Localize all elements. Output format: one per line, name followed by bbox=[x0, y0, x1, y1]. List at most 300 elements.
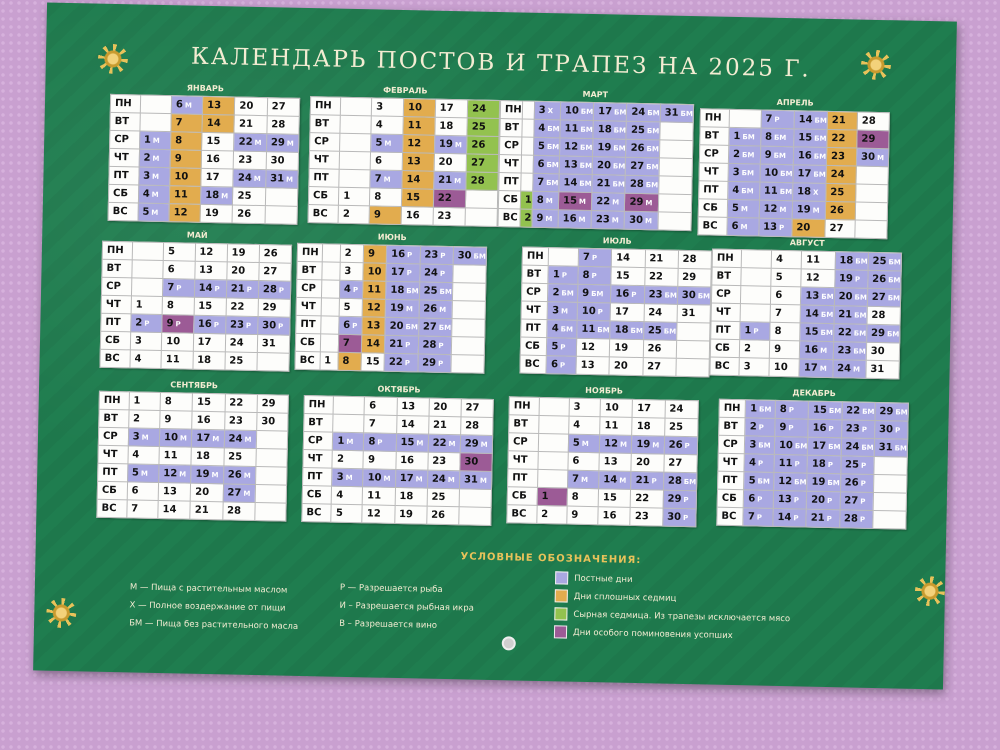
day-cell bbox=[739, 340, 769, 359]
food-rule-tag: БМ bbox=[828, 443, 841, 452]
day-number: 3 bbox=[732, 166, 740, 179]
day-number: 29 bbox=[870, 327, 886, 340]
day-cell bbox=[163, 279, 195, 298]
weekday-label: СР bbox=[98, 427, 128, 446]
food-rule-tag: М bbox=[652, 441, 660, 450]
day-cell bbox=[138, 167, 170, 186]
weekday-label: ВТ bbox=[509, 415, 539, 434]
day-cell bbox=[265, 170, 298, 189]
day-number: 18 bbox=[636, 420, 651, 433]
day-cell bbox=[520, 209, 532, 227]
food-rule-tag: БМ bbox=[546, 179, 559, 188]
day-cell bbox=[435, 99, 468, 118]
day-cell bbox=[232, 205, 265, 224]
day-number: 11 bbox=[407, 120, 422, 132]
day-number: 2 bbox=[336, 453, 345, 465]
food-rule-tag: БМ bbox=[820, 328, 833, 338]
month-12 bbox=[716, 387, 909, 530]
day-number: 20 bbox=[613, 360, 628, 372]
day-number: 19 bbox=[614, 342, 629, 354]
day-number: 22 bbox=[837, 327, 852, 339]
day-number: 19 bbox=[204, 207, 219, 220]
day-number: 27 bbox=[630, 160, 645, 173]
day-number: 10 bbox=[367, 266, 382, 278]
weekday-label: СР bbox=[110, 130, 140, 149]
day-cell bbox=[841, 438, 875, 457]
food-rule-tag: Р bbox=[144, 319, 150, 328]
day-cell bbox=[800, 305, 834, 324]
day-number: 11 bbox=[604, 420, 619, 432]
day-number: 25 bbox=[229, 355, 244, 367]
day-cell bbox=[194, 279, 227, 298]
day-cell bbox=[419, 282, 453, 301]
day-number: 29 bbox=[261, 398, 276, 410]
day-number: 19 bbox=[636, 438, 651, 451]
food-rule-tag: БМ bbox=[895, 408, 908, 417]
day-cell bbox=[226, 298, 259, 317]
food-rule-tag: Р bbox=[758, 423, 764, 432]
food-rule-tag: Р bbox=[826, 496, 833, 506]
day-number: 8 bbox=[342, 355, 350, 367]
day-cell bbox=[834, 288, 868, 307]
day-cell bbox=[591, 210, 625, 229]
food-rule-tag: М bbox=[812, 206, 820, 215]
day-number: 23 bbox=[228, 415, 244, 427]
day-number: 5 bbox=[572, 437, 580, 449]
day-cell bbox=[665, 400, 699, 419]
day-number: 9 bbox=[779, 421, 787, 434]
day-number: 31 bbox=[664, 107, 679, 119]
day-number: 7 bbox=[571, 473, 580, 485]
food-rule-tag: Р bbox=[352, 286, 359, 295]
day-number: 1 bbox=[337, 435, 345, 447]
food-rule-tag: М bbox=[179, 434, 188, 443]
day-number: 28 bbox=[422, 339, 437, 351]
day-number: 17 bbox=[197, 336, 212, 349]
weekday-label: СР bbox=[521, 283, 548, 302]
weekday-label: СР bbox=[508, 433, 538, 452]
day-cell bbox=[255, 503, 286, 522]
day-cell bbox=[664, 436, 698, 455]
food-rule-tag: БМ bbox=[757, 477, 770, 486]
day-number: 19 bbox=[438, 138, 453, 151]
food-rule-tag: БМ bbox=[814, 116, 827, 125]
food-rule-tag: М bbox=[580, 475, 589, 484]
day-cell bbox=[128, 410, 160, 429]
food-rule-tag: М bbox=[578, 215, 586, 224]
day-number: 16 bbox=[205, 153, 221, 166]
food-rule-tag: М bbox=[184, 101, 192, 110]
day-number: 18 bbox=[205, 189, 220, 202]
day-cell bbox=[466, 154, 498, 173]
day-cell bbox=[396, 415, 429, 434]
day-number: 21 bbox=[230, 283, 245, 295]
food-rule-tag: Р bbox=[859, 515, 866, 524]
day-cell bbox=[364, 415, 397, 434]
day-cell bbox=[128, 428, 160, 447]
day-number: 27 bbox=[829, 222, 844, 235]
day-cell bbox=[130, 350, 162, 369]
week-row bbox=[717, 507, 906, 529]
day-cell bbox=[333, 396, 364, 415]
day-number: 15 bbox=[206, 135, 221, 148]
food-rule-tag: М bbox=[416, 439, 424, 448]
legend-color-item bbox=[555, 589, 677, 605]
day-number: 16 bbox=[804, 344, 819, 356]
legend-color-item bbox=[555, 571, 633, 586]
day-number: 21 bbox=[810, 512, 825, 524]
day-number: 18 bbox=[390, 284, 405, 297]
food-rule-tag: М bbox=[286, 139, 294, 148]
day-number: 9 bbox=[367, 454, 376, 466]
day-cell bbox=[371, 98, 403, 117]
weekday-label: ПН bbox=[297, 243, 322, 262]
day-cell bbox=[466, 172, 498, 191]
food-rule-tag: М bbox=[740, 223, 748, 232]
day-cell bbox=[664, 454, 698, 473]
day-cell bbox=[202, 114, 235, 133]
day-cell bbox=[386, 245, 420, 264]
food-rule-tag: Р bbox=[860, 461, 867, 470]
day-number: 25 bbox=[471, 121, 486, 133]
day-cell bbox=[771, 286, 801, 305]
month-name: НОЯБРЬ bbox=[585, 385, 624, 396]
food-rule-tag: БМ bbox=[759, 405, 772, 414]
day-number: 17 bbox=[797, 168, 812, 180]
day-number: 23 bbox=[648, 289, 663, 301]
food-rule-tag: БМ bbox=[887, 294, 901, 303]
day-number: 28 bbox=[271, 119, 286, 131]
day-cell bbox=[792, 201, 826, 220]
day-number: 16 bbox=[391, 248, 406, 261]
day-number: 18 bbox=[195, 450, 210, 463]
day-cell bbox=[453, 247, 487, 266]
day-number: 22 bbox=[437, 192, 452, 205]
food-rule-tag: М bbox=[151, 208, 159, 217]
day-cell bbox=[866, 324, 900, 343]
day-cell bbox=[193, 333, 226, 352]
day-cell bbox=[745, 436, 775, 455]
day-cell bbox=[370, 188, 402, 207]
day-number: 27 bbox=[227, 487, 242, 499]
day-cell bbox=[631, 471, 664, 490]
day-cell bbox=[385, 317, 419, 336]
food-rule-tag: БМ bbox=[646, 163, 659, 172]
day-number: 11 bbox=[763, 185, 778, 197]
day-number: 11 bbox=[564, 123, 579, 135]
weekday-label: СР bbox=[296, 279, 321, 298]
day-number: 6 bbox=[343, 319, 351, 331]
day-cell bbox=[233, 187, 266, 206]
day-number: 28 bbox=[682, 253, 697, 266]
day-number: 7 bbox=[374, 173, 382, 185]
day-number: 24 bbox=[837, 363, 852, 375]
day-cell bbox=[522, 101, 534, 119]
day-cell bbox=[567, 488, 599, 507]
food-rule-tag: М bbox=[819, 364, 827, 373]
day-cell bbox=[610, 339, 644, 358]
month-name: ИЮНЬ bbox=[377, 232, 407, 243]
day-cell bbox=[745, 418, 775, 437]
day-number: 5 bbox=[731, 202, 740, 215]
day-number: 21 bbox=[635, 474, 650, 487]
day-cell bbox=[191, 465, 224, 484]
day-cell bbox=[266, 134, 299, 153]
day-cell bbox=[801, 269, 835, 288]
week-row bbox=[100, 349, 289, 371]
day-number: 21 bbox=[438, 174, 453, 187]
day-cell bbox=[339, 169, 370, 188]
day-number: 23 bbox=[830, 150, 846, 163]
day-cell bbox=[775, 418, 809, 437]
day-cell bbox=[559, 156, 593, 175]
food-rule-tag: М bbox=[405, 305, 413, 314]
weekday-label: ВТ bbox=[99, 409, 129, 428]
day-cell bbox=[728, 145, 760, 164]
day-number: 14 bbox=[400, 419, 415, 431]
food-rule-tag: БМ bbox=[794, 478, 807, 487]
day-number: 1 bbox=[750, 403, 758, 415]
day-cell bbox=[760, 128, 794, 147]
day-number: 8 bbox=[774, 325, 782, 337]
day-number: 2 bbox=[732, 148, 741, 161]
day-cell bbox=[599, 453, 632, 472]
food-rule-tag: М bbox=[151, 190, 159, 199]
day-number: 8 bbox=[536, 194, 544, 206]
day-cell bbox=[598, 489, 631, 508]
day-number: 25 bbox=[423, 285, 438, 297]
day-cell bbox=[874, 438, 908, 457]
day-cell bbox=[599, 435, 632, 454]
day-cell bbox=[363, 245, 387, 263]
day-number: 12 bbox=[763, 203, 778, 215]
food-rule-tag: Р bbox=[756, 513, 763, 522]
food-rule-tag: БМ bbox=[853, 347, 866, 356]
day-number: 20 bbox=[438, 156, 453, 169]
day-number: 29 bbox=[422, 357, 437, 369]
weekday-label: ВТ bbox=[110, 112, 140, 131]
day-number: 4 bbox=[336, 489, 344, 501]
day-cell bbox=[453, 265, 487, 284]
weekday-label: СБ bbox=[520, 337, 547, 356]
week-row bbox=[710, 357, 899, 379]
food-rule-tag: М bbox=[383, 474, 391, 483]
food-rule-tag: БМ bbox=[894, 444, 908, 453]
day-cell bbox=[159, 446, 192, 465]
day-number: 12 bbox=[173, 207, 188, 219]
day-number: 16 bbox=[602, 510, 617, 522]
day-cell bbox=[624, 211, 658, 230]
day-number: 22 bbox=[846, 405, 861, 417]
day-cell bbox=[201, 150, 234, 169]
month-table bbox=[697, 108, 890, 239]
day-cell bbox=[839, 510, 873, 529]
day-number: 30 bbox=[457, 250, 472, 262]
day-cell bbox=[331, 504, 362, 523]
day-cell bbox=[320, 316, 339, 334]
day-cell bbox=[257, 413, 288, 432]
food-rule-tag: Р bbox=[377, 438, 383, 447]
day-cell bbox=[658, 212, 692, 231]
day-number: 22 bbox=[648, 271, 664, 283]
day-cell bbox=[868, 252, 902, 271]
day-number: 29 bbox=[262, 302, 277, 314]
day-cell bbox=[744, 490, 774, 509]
day-number: 28 bbox=[871, 309, 886, 322]
day-number: 27 bbox=[470, 157, 486, 169]
food-rule-tag: БМ bbox=[853, 329, 867, 338]
day-number: 22 bbox=[432, 437, 447, 450]
day-cell bbox=[339, 316, 363, 334]
legend-item: БМ — Пища без растительного масла bbox=[129, 618, 299, 632]
weekday-label: СБ bbox=[710, 339, 739, 358]
day-cell bbox=[807, 455, 841, 474]
day-cell bbox=[835, 252, 869, 271]
day-cell bbox=[775, 400, 809, 419]
food-rule-tag: Р bbox=[861, 425, 867, 434]
day-cell bbox=[403, 117, 435, 136]
food-rule-tag: БМ bbox=[663, 327, 677, 336]
day-cell bbox=[644, 286, 678, 305]
weekday-label: ПН bbox=[500, 101, 522, 119]
day-cell bbox=[658, 176, 692, 195]
food-rule-tag: Р bbox=[894, 426, 901, 435]
day-cell bbox=[225, 394, 258, 413]
day-number: 24 bbox=[431, 473, 446, 485]
weekday-label: ВТ bbox=[500, 119, 522, 137]
day-number: 1 bbox=[324, 355, 332, 367]
week-row bbox=[498, 209, 691, 231]
day-cell bbox=[632, 435, 665, 454]
day-cell bbox=[460, 453, 493, 472]
day-number: 14 bbox=[206, 117, 221, 130]
day-cell bbox=[332, 468, 363, 487]
food-rule-tag: БМ bbox=[741, 151, 755, 160]
food-rule-tag: БМ bbox=[854, 311, 867, 320]
day-number: 19 bbox=[796, 204, 811, 216]
month-name: СЕНТЯБРЬ bbox=[170, 380, 219, 391]
food-rule-tag: БМ bbox=[814, 134, 827, 143]
day-number: 30 bbox=[667, 511, 682, 523]
day-number: 14 bbox=[563, 177, 578, 189]
day-number: 17 bbox=[803, 362, 818, 374]
day-number: 17 bbox=[399, 473, 414, 485]
day-cell bbox=[548, 284, 578, 303]
food-rule-tag: Р bbox=[860, 479, 866, 488]
day-number: 31 bbox=[870, 363, 885, 376]
day-number: 24 bbox=[237, 172, 252, 184]
day-cell bbox=[396, 433, 429, 452]
day-number: 13 bbox=[162, 486, 177, 498]
weekday-label: СБ bbox=[295, 333, 320, 352]
day-number: 26 bbox=[263, 248, 278, 260]
day-number: 12 bbox=[564, 141, 579, 153]
day-number: 29 bbox=[629, 196, 644, 209]
day-cell bbox=[322, 244, 341, 262]
food-rule-tag: БМ bbox=[821, 292, 834, 302]
day-cell bbox=[792, 183, 826, 202]
day-cell bbox=[265, 206, 298, 225]
food-rule-tag: БМ bbox=[820, 310, 834, 320]
food-rule-tag: М bbox=[243, 489, 251, 498]
day-cell bbox=[663, 490, 697, 509]
day-number: 14 bbox=[777, 511, 792, 524]
day-number: 9 bbox=[367, 248, 376, 260]
day-number: 15 bbox=[365, 356, 380, 368]
day-number: 1 bbox=[541, 491, 549, 503]
month-table bbox=[497, 100, 694, 231]
food-rule-tag: М bbox=[644, 217, 653, 226]
day-number: 7 bbox=[342, 337, 350, 349]
food-rule-tag: Р bbox=[597, 308, 603, 317]
day-cell bbox=[826, 183, 856, 202]
weekday-label: СБ bbox=[100, 331, 130, 350]
day-number: 13 bbox=[198, 264, 214, 277]
day-cell bbox=[434, 171, 467, 190]
day-number: 3 bbox=[376, 101, 384, 113]
food-rule-tag: БМ bbox=[888, 258, 901, 267]
weekday-label: ВТ bbox=[700, 127, 729, 146]
day-cell bbox=[433, 207, 466, 226]
day-cell bbox=[611, 285, 645, 304]
month-name: АПРЕЛЬ bbox=[776, 97, 814, 108]
day-cell bbox=[395, 469, 428, 488]
day-number: 7 bbox=[582, 251, 591, 263]
food-rule-tag: Р bbox=[827, 460, 834, 470]
day-cell bbox=[741, 250, 771, 269]
day-cell bbox=[130, 332, 162, 351]
day-cell bbox=[451, 319, 485, 338]
day-number: 24 bbox=[423, 267, 439, 279]
day-cell bbox=[799, 359, 833, 378]
day-number: 30 bbox=[261, 416, 276, 428]
food-rule-tag: БМ bbox=[773, 151, 787, 161]
day-number: 3 bbox=[743, 361, 751, 373]
food-rule-tag: Р bbox=[278, 322, 284, 331]
day-cell bbox=[225, 334, 258, 353]
day-cell bbox=[385, 299, 419, 318]
day-number: 2 bbox=[132, 413, 141, 425]
day-cell bbox=[567, 470, 599, 489]
day-cell bbox=[160, 411, 193, 430]
food-rule-tag: М bbox=[480, 440, 488, 449]
day-number: 17 bbox=[614, 306, 630, 318]
day-cell bbox=[558, 210, 592, 229]
day-number: 5 bbox=[537, 140, 545, 152]
day-number: 2 bbox=[541, 509, 549, 521]
week-row bbox=[308, 205, 497, 227]
day-cell bbox=[371, 134, 403, 153]
legend-item: В – Разрешается вино bbox=[339, 618, 438, 631]
food-rule-tag: М bbox=[253, 174, 261, 184]
day-cell bbox=[567, 506, 599, 525]
day-cell bbox=[834, 306, 868, 325]
day-number: 11 bbox=[581, 323, 596, 336]
day-cell bbox=[160, 393, 193, 412]
day-number: 9 bbox=[536, 212, 544, 224]
day-number: 2 bbox=[524, 212, 532, 224]
day-cell bbox=[362, 299, 386, 317]
day-cell bbox=[362, 505, 395, 524]
weekday-label: СБ bbox=[498, 191, 520, 209]
day-cell bbox=[340, 97, 371, 116]
day-cell bbox=[626, 157, 660, 176]
day-cell bbox=[467, 136, 499, 155]
day-number: 15 bbox=[602, 492, 618, 504]
day-number: 14 bbox=[804, 308, 820, 320]
day-number: 5 bbox=[142, 206, 150, 218]
day-cell bbox=[533, 137, 560, 156]
